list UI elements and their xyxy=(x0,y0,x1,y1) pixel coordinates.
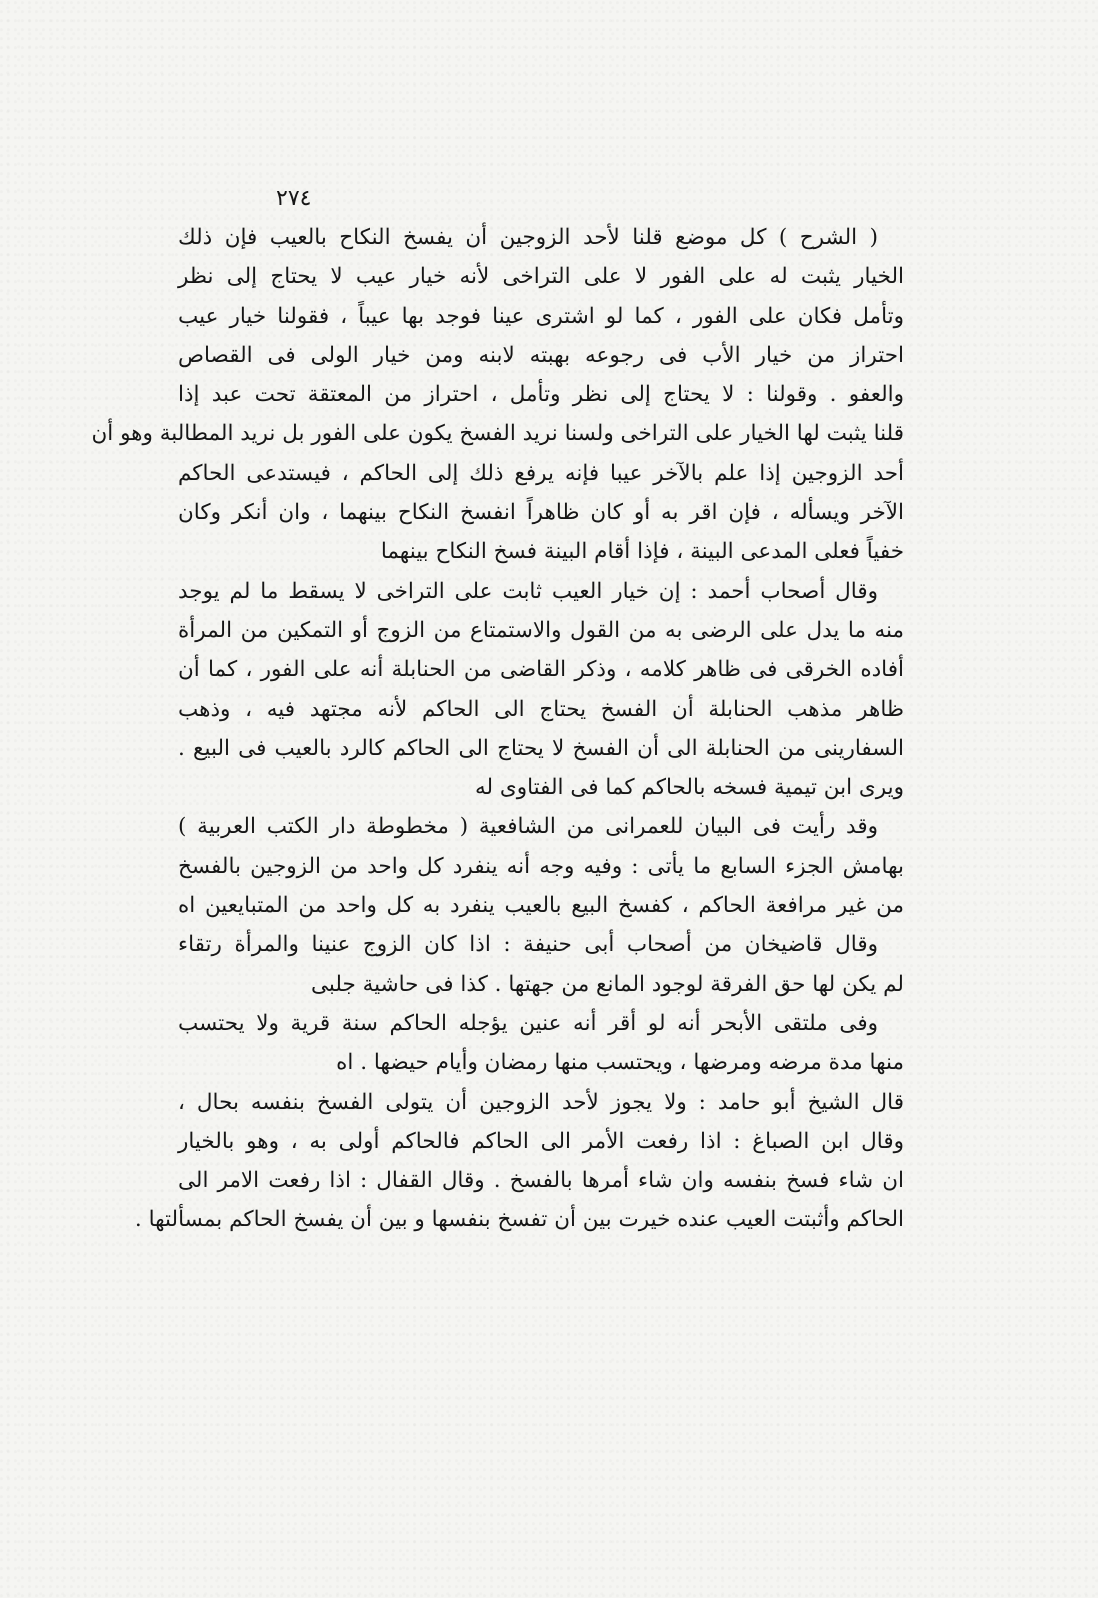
text-line: ان شاء فسخ بنفسه وان شاء أمرها بالفسخ . وقال القفال : اذا رفعت الامر الى xyxy=(178,1168,904,1194)
text-line: وتأمل فكان على الفور ، كما لو اشترى عينا فوجد بها عيباً ، فقولنا خيار عيب xyxy=(178,303,904,329)
text-line: وفى ملتقى الأبحر أنه لو أقر أنه عنين يؤجله الحاكم سنة قرية ولا يحتسب xyxy=(178,1010,878,1036)
text-line: الخيار يثبت له على الفور لا على التراخى لأنه خيار عيب لا يحتاج إلى نظر xyxy=(178,264,904,290)
text-line: منه ما يدل على الرضى به من القول والاستمتاع من الزوج أو التمكين من المرأة xyxy=(178,617,904,643)
text-line: أحد الزوجين إذا علم بالآخر عيبا فإنه يرفع ذلك إلى الحاكم ، فيستدعى الحاكم xyxy=(178,460,904,486)
text-line: الآخر ويسأله ، فإن اقر به أو كان ظاهراً انفسخ النكاح بينهما ، وان أنكر وكان xyxy=(178,500,904,526)
text-line: من غير مرافعة الحاكم ، كفسخ البيع بالعيب ينفرد به كل واحد من المتبايعين اه xyxy=(178,893,904,919)
text-line: السفارينى من الحنابلة الى أن الفسخ لا يحتاج الى الحاكم كالرد بالعيب فى البيع . xyxy=(178,735,904,761)
text-line: قلنا يثبت لها الخيار على التراخى ولسنا نريد الفسخ يكون على الفور بل نريد المطالبة وهو أن xyxy=(91,421,904,447)
text-line: وقد رأيت فى البيان للعمرانى من الشافعية ( مخطوطة دار الكتب العربية ) xyxy=(178,814,878,840)
text-line: والعفو . وقولنا : لا يحتاج إلى نظر وتأمل ، احتراز من المعتقة تحت عبد إذا xyxy=(178,382,904,408)
text-line: وقال قاضيخان من أصحاب أبى حنيفة : اذا كان الزوج عنينا والمرأة رتقاء xyxy=(178,932,878,958)
text-line: ( الشرح ) كل موضع قلنا لأحد الزوجين أن يفسخ النكاح بالعيب فإن ذلك xyxy=(178,225,878,250)
text-line: قال الشيخ أبو حامد : ولا يجوز لأحد الزوجين أن يتولى الفسخ بنفسه بحال ، xyxy=(178,1089,904,1115)
text-line: ظاهر مذهب الحنابلة أن الفسخ يحتاج الى الحاكم لأنه مجتهد فيه ، وذهب xyxy=(178,696,904,722)
text-line: ويرى ابن تيمية فسخه بالحاكم كما فى الفتاوى له xyxy=(474,775,904,801)
text-line: خفياً فعلى المدعى البينة ، فإذا أقام البينة فسخ النكاح بينهما xyxy=(380,539,904,565)
text-line: وقال ابن الصباغ : اذا رفعت الأمر الى الحاكم فالحاكم أولى به ، وهو بالخيار xyxy=(178,1128,904,1154)
body-text xyxy=(91,218,904,1240)
text-line: لم يكن لها حق الفرقة لوجود المانع من جهتها . كذا فى حاشية جلبى xyxy=(310,971,904,997)
text-line: منها مدة مرضه ومرضها ، ويحتسب منها رمضان وأيام حيضها . اه xyxy=(336,1050,904,1076)
text-line: وقال أصحاب أحمد : إن خيار العيب ثابت على التراخى لا يسقط ما لم يوجد xyxy=(178,578,878,604)
text-line: أفاده الخرقى فى ظاهر كلامه ، وذكر القاضى من الحنابلة أنه على الفور ، كما أن xyxy=(178,657,904,683)
text-line: الحاكم وأثبتت العيب عنده خيرت بين أن تفسخ بنفسها و بين أن يفسخ الحاكم بمسألتها . xyxy=(134,1207,904,1233)
page-number: ٢٧٤ xyxy=(276,186,312,211)
text-line: بهامش الجزء السابع ما يأتى : وفيه وجه أنه ينفرد كل واحد من الزوجين بالفسخ xyxy=(178,853,904,879)
text-line: احتراز من خيار الأب فى رجوعه بهبته لابنه ومن خيار الولى فى القصاص xyxy=(178,342,904,368)
